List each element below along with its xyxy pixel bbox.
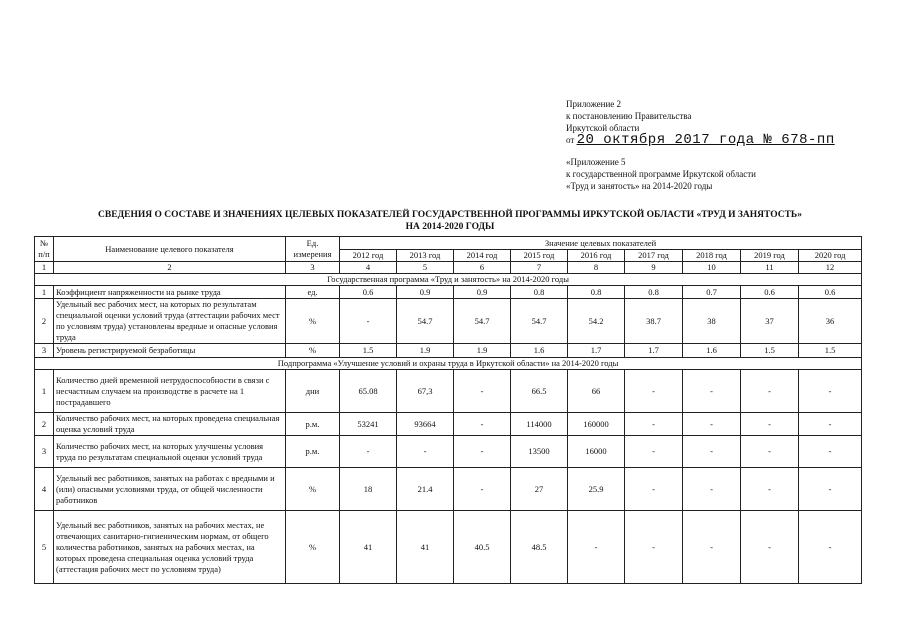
- column-number: 6: [454, 262, 511, 274]
- header-num: № п/п: [35, 237, 54, 262]
- indicator-value: -: [454, 413, 511, 436]
- table-row: [35, 344, 862, 358]
- header-values-group: Значение целевых показателей: [340, 237, 862, 250]
- indicator-name: Удельный вес рабочих мест, на которых по результатам специальной оценки условий труда (аттестации рабочих мест по условиям труда) установлены вредные и опасные условия труда: [54, 299, 286, 344]
- indicator-value: 41: [397, 511, 454, 584]
- header-year: 2020 год: [799, 250, 862, 262]
- indicator-value: 1.5: [340, 344, 397, 358]
- indicator-name: Коэффициент напряженности на рынке труда: [54, 286, 286, 299]
- indicator-name: Удельный вес работников, занятых на работах с вредными и (или) опасными условиями труда, от общей численности работников: [54, 468, 286, 511]
- indicator-value: 21.4: [397, 468, 454, 511]
- header-year: 2015 год: [511, 250, 568, 262]
- table-row: [35, 370, 862, 413]
- section-title: Подпрограмма «Улучшение условий и охраны труда в Иркутской области» на 2014-2020 годы: [35, 358, 862, 370]
- table-row: [35, 511, 862, 584]
- table-row: [35, 299, 862, 344]
- indicator-value: -: [340, 299, 397, 344]
- section-row: [35, 274, 862, 286]
- table-row: [35, 468, 862, 511]
- indicator-name: Количество рабочих мест, на которых улучшены условия труда по результатам специальной оценки условий труда: [54, 436, 286, 468]
- section-title: Государственная программа «Труд и занятость» на 2014-2020 годы: [35, 274, 862, 286]
- indicator-value: -: [799, 413, 862, 436]
- column-number: 10: [683, 262, 741, 274]
- indicator-value: 1.7: [625, 344, 683, 358]
- indicator-value: 0.9: [397, 286, 454, 299]
- indicator-value: 54.2: [568, 299, 625, 344]
- indicator-value: 0.8: [511, 286, 568, 299]
- document-title: [40, 209, 860, 233]
- section-row: [35, 358, 862, 370]
- indicator-value: 0.7: [683, 286, 741, 299]
- indicator-value: -: [683, 413, 741, 436]
- indicator-value: -: [454, 436, 511, 468]
- program-line: «Приложение 5: [566, 157, 626, 167]
- indicator-value: 114000: [511, 413, 568, 436]
- column-number: 9: [625, 262, 683, 274]
- row-number: 2: [35, 299, 54, 344]
- header-year: 2013 год: [397, 250, 454, 262]
- indicator-value: -: [454, 468, 511, 511]
- column-number: 1: [35, 262, 54, 274]
- indicator-value: -: [397, 436, 454, 468]
- unit: дни: [286, 370, 340, 413]
- indicator-value: -: [625, 468, 683, 511]
- row-number: 1: [35, 286, 54, 299]
- indicator-value: 65.08: [340, 370, 397, 413]
- indicator-name: Уровень регистрируемой безработицы: [54, 344, 286, 358]
- indicator-value: 54.7: [511, 299, 568, 344]
- indicator-value: 1.6: [683, 344, 741, 358]
- table-row: [35, 286, 862, 299]
- indicator-value: -: [741, 468, 799, 511]
- indicator-value: 0.6: [799, 286, 862, 299]
- indicator-value: -: [683, 511, 741, 584]
- row-number: 1: [35, 370, 54, 413]
- column-number: 3: [286, 262, 340, 274]
- appendix-line: Иркутской области: [566, 123, 640, 133]
- date-prefix: от: [566, 135, 575, 145]
- unit: %: [286, 468, 340, 511]
- indicator-value: 1.5: [799, 344, 862, 358]
- column-number: 8: [568, 262, 625, 274]
- appendix-block: [566, 98, 835, 192]
- appendix-line: Приложение 2: [566, 99, 622, 109]
- table-row: [35, 436, 862, 468]
- row-number: 4: [35, 468, 54, 511]
- indicator-value: -: [799, 511, 862, 584]
- indicator-value: -: [683, 370, 741, 413]
- indicator-value: -: [741, 370, 799, 413]
- unit: %: [286, 511, 340, 584]
- column-numbers-row: [35, 262, 862, 274]
- indicator-value: 0.8: [568, 286, 625, 299]
- program-line: к государственной программе Иркутской области: [566, 169, 757, 179]
- header-year: 2018 год: [683, 250, 741, 262]
- indicator-value: -: [625, 370, 683, 413]
- indicator-value: 36: [799, 299, 862, 344]
- indicator-value: 160000: [568, 413, 625, 436]
- column-number: 4: [340, 262, 397, 274]
- indicator-value: 38: [683, 299, 741, 344]
- indicator-value: 40.5: [454, 511, 511, 584]
- indicator-value: 0.6: [340, 286, 397, 299]
- indicator-value: 13500: [511, 436, 568, 468]
- column-number: 2: [54, 262, 286, 274]
- indicator-value: -: [683, 436, 741, 468]
- indicator-value: -: [799, 370, 862, 413]
- column-number: 5: [397, 262, 454, 274]
- indicator-value: 25.9: [568, 468, 625, 511]
- indicator-value: -: [625, 413, 683, 436]
- unit: р.м.: [286, 413, 340, 436]
- indicator-value: 1.6: [511, 344, 568, 358]
- indicator-value: 18: [340, 468, 397, 511]
- indicator-value: 48.5: [511, 511, 568, 584]
- indicator-value: 66: [568, 370, 625, 413]
- indicator-value: -: [799, 468, 862, 511]
- indicator-name: Количество дней временной нетрудоспособности в связи с несчастным случаем на производстве в расчете на 1 пострадавшего: [54, 370, 286, 413]
- title-line-2: НА 2014-2020 ГОДЫ: [405, 222, 495, 232]
- header-year: 2017 год: [625, 250, 683, 262]
- unit: %: [286, 299, 340, 344]
- indicator-value: -: [741, 511, 799, 584]
- unit: р.м.: [286, 436, 340, 468]
- column-number: 7: [511, 262, 568, 274]
- program-line: «Труд и занятость» на 2014-2020 годы: [566, 181, 713, 191]
- header-name: Наименование целевого показателя: [54, 237, 286, 262]
- row-number: 3: [35, 436, 54, 468]
- indicator-value: 93664: [397, 413, 454, 436]
- indicator-value: 53241: [340, 413, 397, 436]
- indicator-value: 0.6: [741, 286, 799, 299]
- indicator-value: -: [683, 468, 741, 511]
- row-number: 3: [35, 344, 54, 358]
- title-line-1: СВЕДЕНИЯ О СОСТАВЕ И ЗНАЧЕНИЯХ ЦЕЛЕВЫХ ПОКАЗАТЕЛЕЙ ГОСУДАРСТВЕННОЙ ПРОГРАММЫ ИРКУТСКОЙ ОБЛАСТИ «ТРУД И ЗАНЯТОСТЬ»: [98, 210, 802, 220]
- indicator-value: 27: [511, 468, 568, 511]
- unit: %: [286, 344, 340, 358]
- row-number: 2: [35, 413, 54, 436]
- indicator-value: 1.7: [568, 344, 625, 358]
- indicator-value: 54.7: [397, 299, 454, 344]
- header-year: 2012 год: [340, 250, 397, 262]
- indicator-value: -: [625, 511, 683, 584]
- indicator-value: 1.9: [454, 344, 511, 358]
- indicator-value: -: [454, 370, 511, 413]
- indicator-name: Удельный вес работников, занятых на рабочих местах, не отвечающих санитарно-гигиеническим нормам, от общего количества работников, занятых на рабочих местах, на которых проведена специальная оценка условий труда (аттестация рабочих мест по условиям труда): [54, 511, 286, 584]
- header-year: 2016 год: [568, 250, 625, 262]
- header-unit: Ед. измерения: [286, 237, 340, 262]
- indicator-value: 41: [340, 511, 397, 584]
- row-number: 5: [35, 511, 54, 584]
- header-year: 2014 год: [454, 250, 511, 262]
- indicator-value: 0.9: [454, 286, 511, 299]
- indicator-value: 54.7: [454, 299, 511, 344]
- handwritten-date: 20 октября 2017 года № 678-пп: [576, 132, 835, 148]
- table-body: [35, 237, 862, 584]
- indicator-value: 66.5: [511, 370, 568, 413]
- indicator-value: -: [568, 511, 625, 584]
- appendix-date-line: [566, 134, 835, 146]
- indicator-value: 16000: [568, 436, 625, 468]
- indicator-value: -: [741, 436, 799, 468]
- indicator-value: -: [741, 413, 799, 436]
- indicator-value: -: [625, 436, 683, 468]
- appendix-line: к постановлению Правительства: [566, 111, 692, 121]
- header-year: 2019 год: [741, 250, 799, 262]
- column-number: 12: [799, 262, 862, 274]
- indicator-value: 37: [741, 299, 799, 344]
- table-row: [35, 413, 862, 436]
- indicator-value: -: [799, 436, 862, 468]
- indicator-name: Количество рабочих мест, на которых проведена специальная оценка условий труда: [54, 413, 286, 436]
- indicator-value: 1.9: [397, 344, 454, 358]
- unit: ед.: [286, 286, 340, 299]
- indicator-value: 1.5: [741, 344, 799, 358]
- indicator-value: 0.8: [625, 286, 683, 299]
- indicator-value: 38.7: [625, 299, 683, 344]
- indicator-value: -: [340, 436, 397, 468]
- indicators-table: [34, 236, 862, 584]
- column-number: 11: [741, 262, 799, 274]
- header-row: [35, 237, 862, 250]
- indicator-value: 67,3: [397, 370, 454, 413]
